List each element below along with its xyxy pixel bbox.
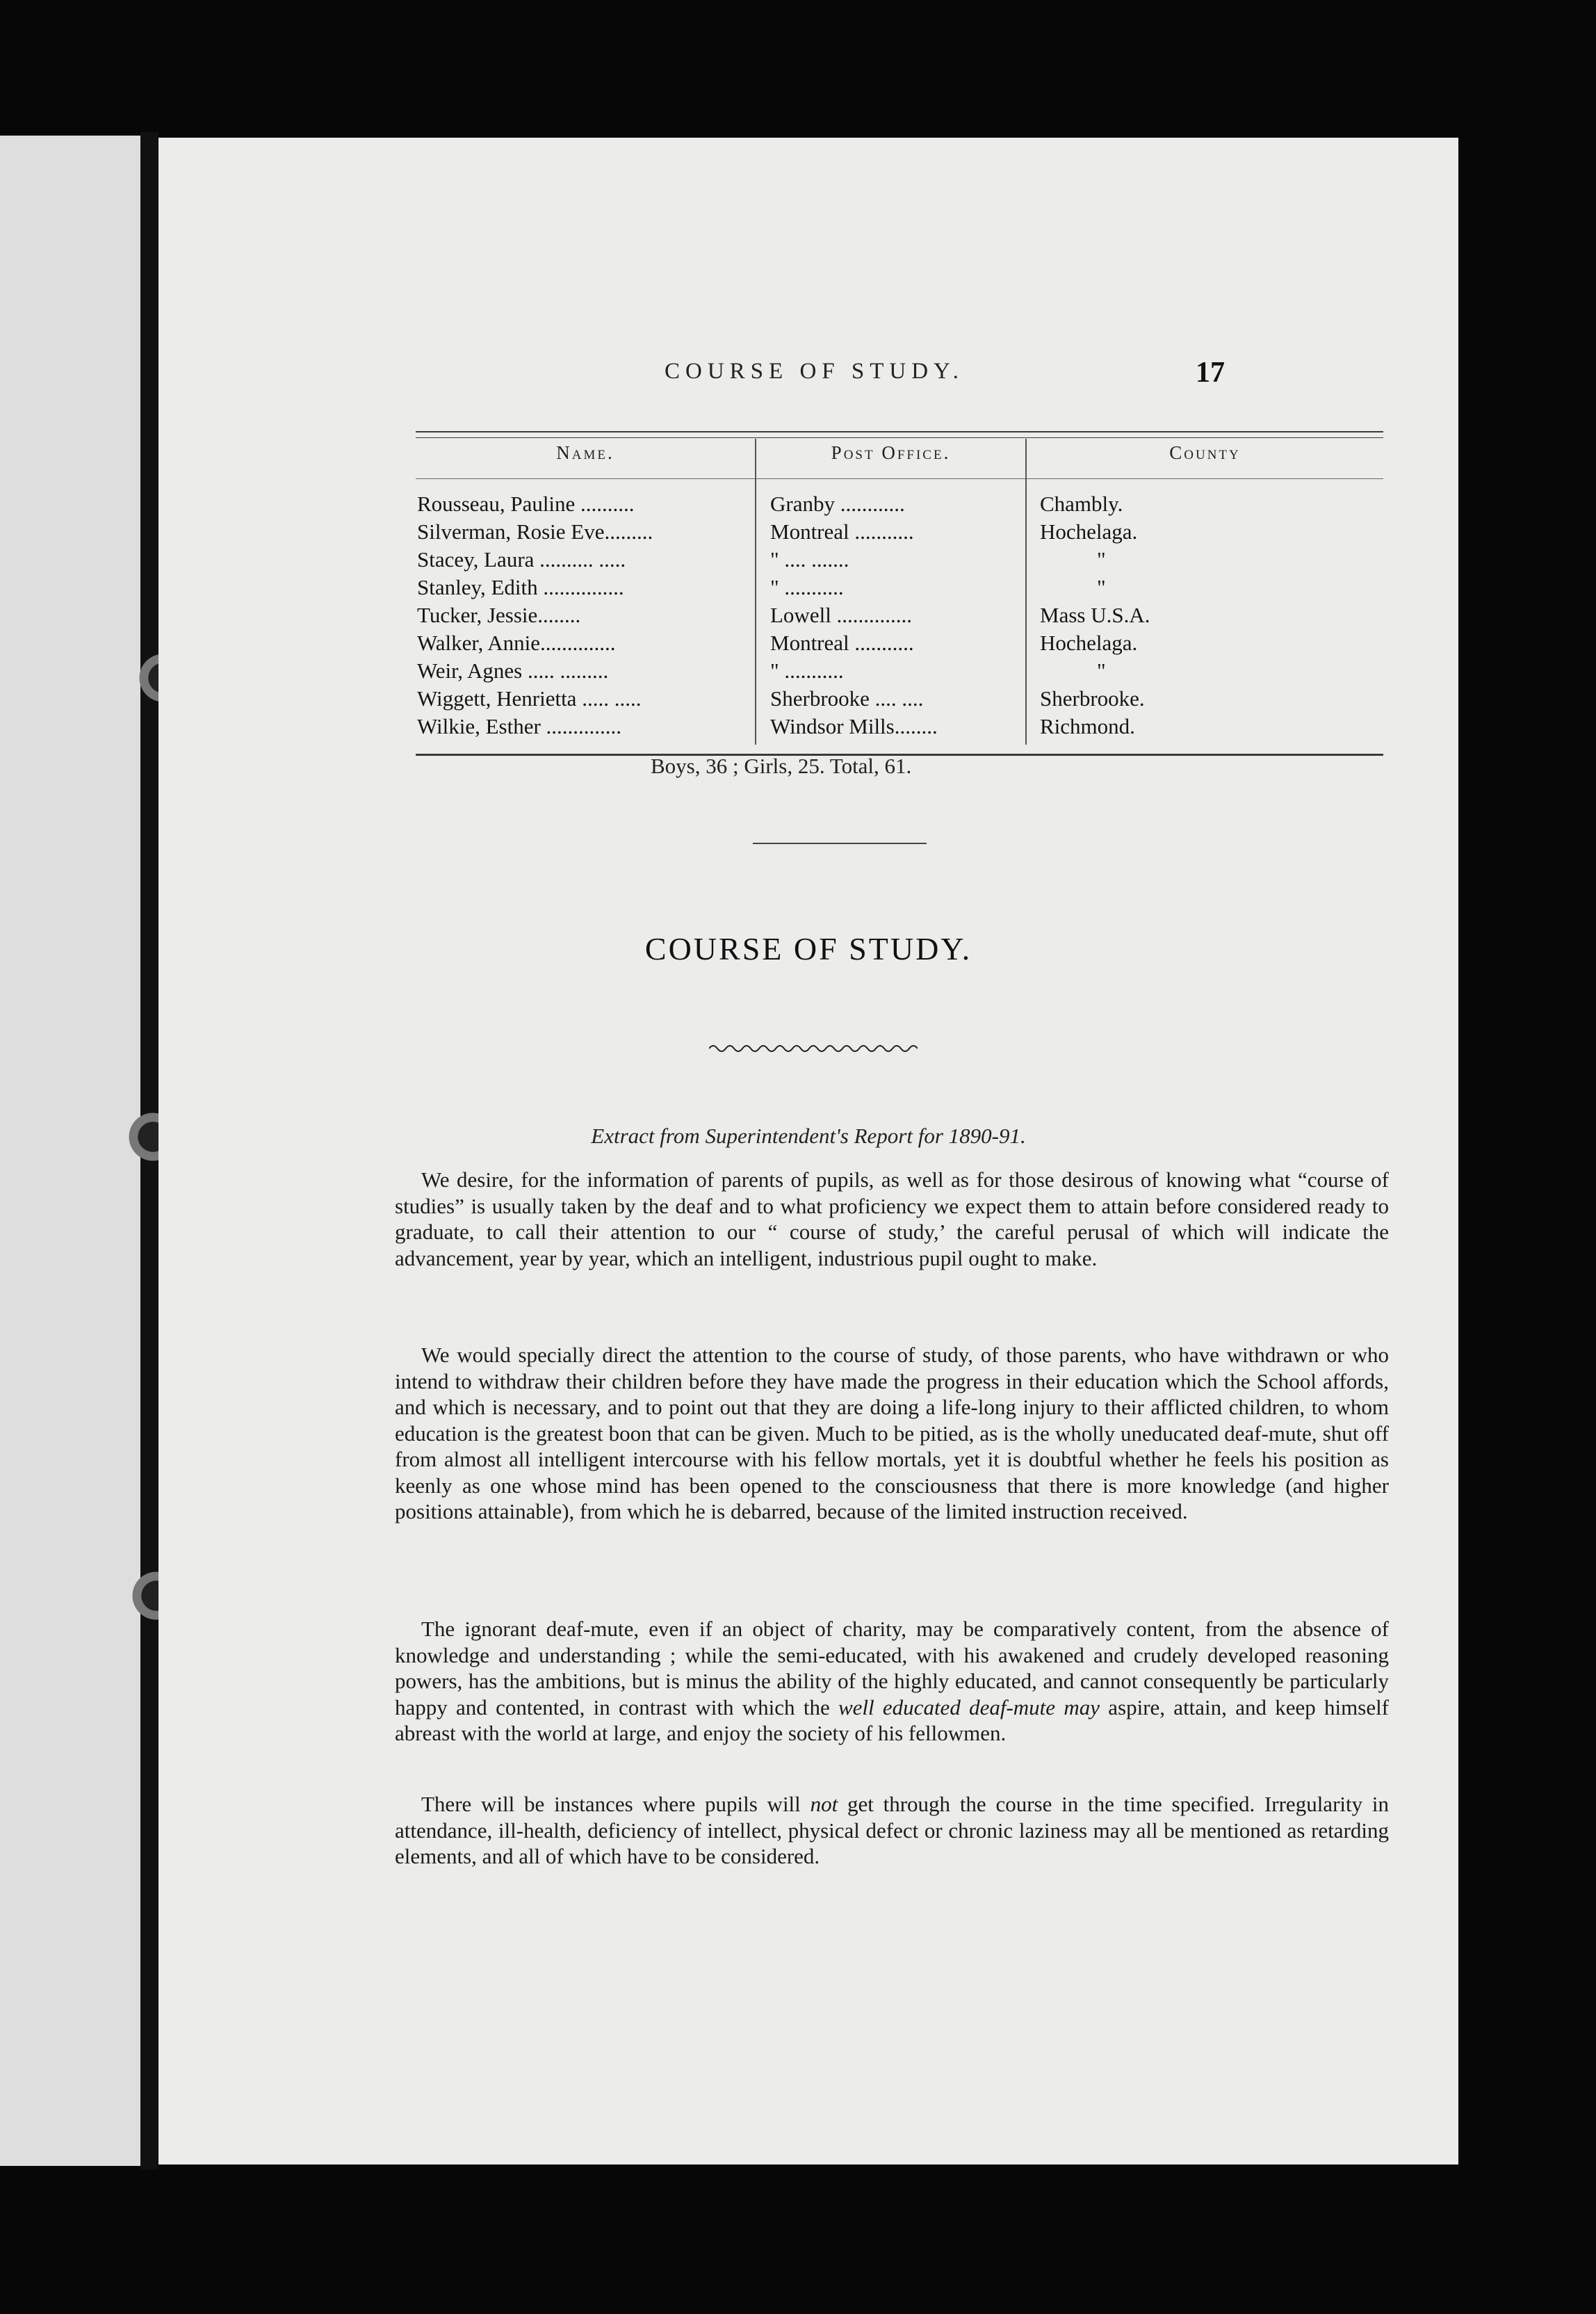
paragraph-2: We would specially direct the attention to the course of study, of those parents, who have withdrawn or who intend to withdraw their children before they have made the progress in their education which the School affords, and which is necessary, and to point out that they are doing a life-long injury to their afflicted children, to whom education is the greatest boon that can be given. Much to be pitied, as is the wholly uneducated deaf-mute, shut off from almost all intelligent intercourse with his fellow mortals, yet it is doubtful whether he feels his position as keenly as one whose mind has been opened to the consciousness that there is more knowledge (and higher positions attainable), from which he is debarred, because of the limited instruction received. (395, 1343, 1389, 1523)
running-title: COURSE OF STUDY. (665, 359, 964, 384)
table-row (158, 490, 1458, 518)
paragraph-4 (395, 1791, 1389, 1870)
table-top-rule (416, 431, 1383, 432)
county: Sherbrooke. (1040, 686, 1145, 711)
post-office: Sherbrooke .... .... (770, 686, 924, 711)
table-row (158, 574, 1458, 601)
section-divider (753, 843, 927, 844)
paragraph-3 (395, 1616, 1389, 1747)
table-row (158, 601, 1458, 629)
table-row (158, 713, 1458, 741)
table-row (158, 685, 1458, 713)
post-office: " ........... (770, 658, 844, 683)
enrollment-totals: Boys, 36 ; Girls, 25. Total, 61. (651, 754, 912, 778)
pupil-name: Wilkie, Esther .............. (417, 714, 622, 738)
table-row (158, 546, 1458, 574)
post-office: Montreal ........... (770, 519, 914, 544)
paragraph-4-text-end: get through the course in the time specified. Irregularity in attendance, ill-health, deficiency of intellect, physical defect or chronic laziness may all be mentioned as retarding elements, and all of which have to be considered. (395, 1792, 1389, 1868)
extract-caption: Extract from Superintendent's Report for 1890-91. (591, 1124, 1026, 1148)
paragraph-3-italic: well educated deaf-mute may (838, 1694, 1100, 1720)
paragraph-1: We desire, for the information of parents of pupils, as well as for those desirous of knowing what “course of studies” is usually taken by the deaf and to what proficiency we expect them to attain before considered ready to graduate, to call their attention to our “ course of study,’ the careful perusal of which will indicate the advancement, year by year, which an intelligent, industrious pupil ought to make. (395, 1167, 1389, 1270)
pupil-name: Weir, Agnes ..... ......... (417, 658, 609, 683)
pupil-name: Stacey, Laura .......... ..... (417, 547, 626, 572)
running-head (158, 359, 1458, 400)
county: Hochelaga. (1040, 519, 1138, 544)
section-title: COURSE OF STUDY. (644, 931, 972, 966)
page-number: 17 (1196, 357, 1225, 389)
pupil-name: Wiggett, Henrietta ..... ..... (417, 686, 642, 711)
column-header-post-office: Post Office. (831, 442, 951, 463)
pupil-name: Silverman, Rosie Eve......... (417, 519, 653, 544)
county: Richmond. (1040, 714, 1135, 738)
county: " (1097, 575, 1106, 599)
paragraph-4-italic: not (810, 1792, 838, 1816)
header-underline (756, 478, 1025, 479)
county: " (1097, 547, 1106, 572)
pupil-name: Tucker, Jessie........ (417, 603, 581, 627)
county: " (1097, 658, 1106, 683)
table-row (158, 518, 1458, 546)
table-row (158, 629, 1458, 657)
post-office: " .... ....... (770, 547, 849, 572)
county: Mass U.S.A. (1040, 603, 1150, 627)
paragraph-3-text-end: aspire, attain, and keep himself abreast with the world at large, and enjoy the society of his fellowmen. (395, 1694, 1390, 1745)
paragraph-4-text: There will be instances where pupils will (421, 1792, 811, 1816)
post-office: Lowell .............. (770, 603, 913, 627)
header-underline (1027, 478, 1383, 479)
table-top-rule-thin (416, 437, 1383, 438)
post-office: Windsor Mills........ (770, 714, 938, 738)
pupil-name: Rousseau, Pauline .......... (417, 492, 635, 516)
paragraph-3-text: The ignorant deaf-mute, even if an object of charity, may be comparatively content, from the absence of knowledge and understanding ; while the semi-educated, with his awakened and crudely developed reasoning powers, has the ambitions, but is minus the ability of the highly educated, and cannot consequently be particularly happy and contented, in contrast with which the (395, 1617, 1389, 1720)
header-underline (416, 478, 755, 479)
county: Chambly. (1040, 492, 1123, 516)
pupil-name: Stanley, Edith ............... (417, 575, 624, 599)
county: Hochelaga. (1040, 631, 1138, 655)
post-office: " ........... (770, 575, 844, 599)
column-header-name: Name. (556, 442, 614, 463)
wavy-ornament (709, 1038, 918, 1059)
post-office: Montreal ........... (770, 631, 914, 655)
document-page (158, 138, 1458, 2165)
column-header-county: County (1169, 442, 1241, 463)
table-row (158, 657, 1458, 685)
post-office: Granby ............ (770, 492, 905, 516)
pupil-name: Walker, Annie.............. (417, 631, 616, 655)
